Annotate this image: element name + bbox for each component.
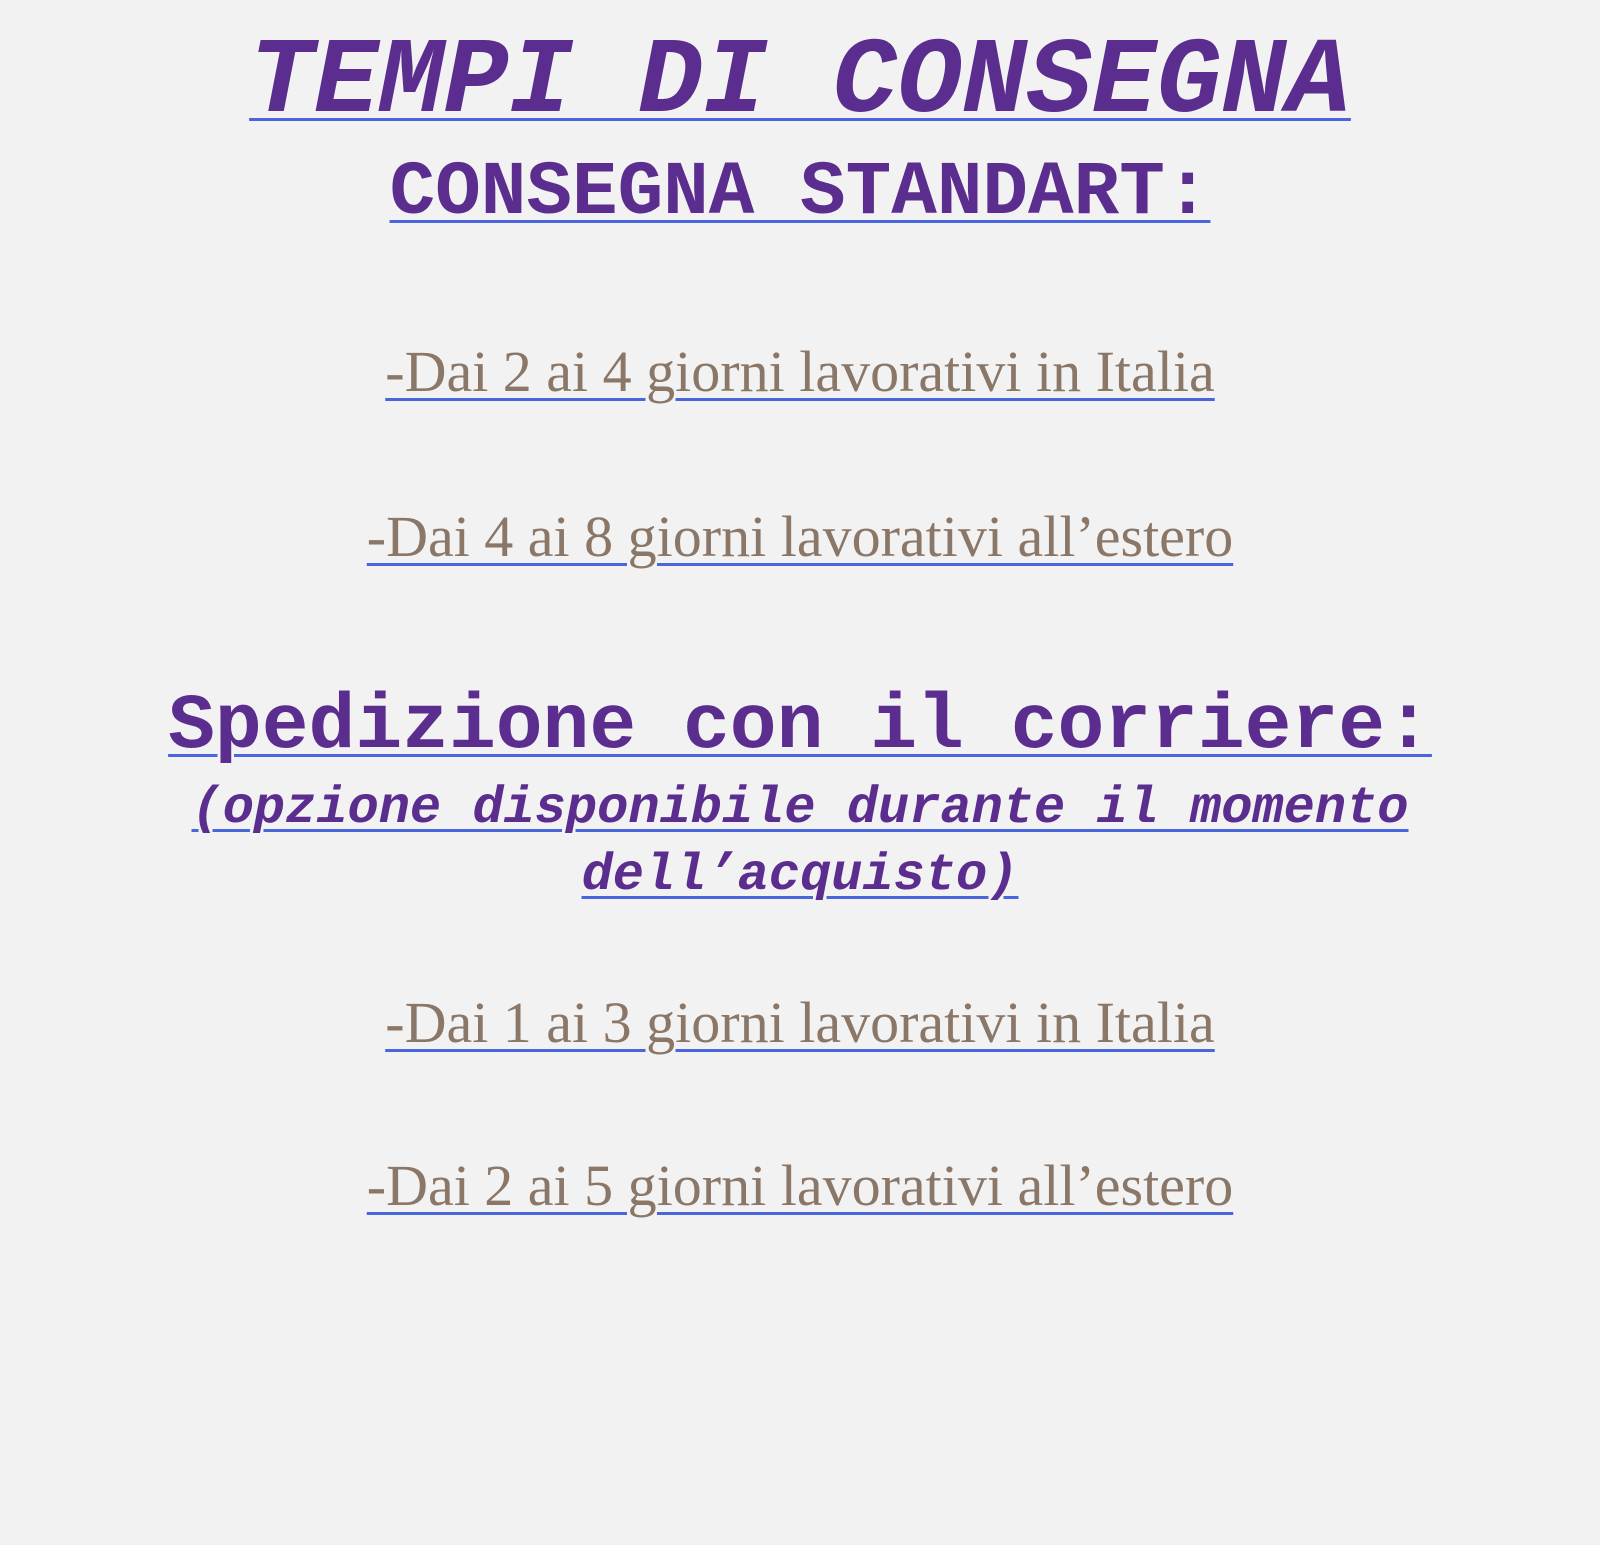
courier-shipping-heading: Spedizione con il corriere: xyxy=(168,683,1432,772)
standard-delivery-italy-text: -Dai 2 ai 4 giorni lavorativi in Italia xyxy=(385,339,1215,405)
courier-delivery-abroad-text: -Dai 2 ai 5 giorni lavorativi all’estero xyxy=(366,1153,1234,1219)
standard-delivery-heading: CONSEGNA STANDART: xyxy=(389,150,1211,237)
standard-delivery-abroad-text: -Dai 4 ai 8 giorni lavorativi all’estero xyxy=(366,504,1234,570)
courier-delivery-italy-text: -Dai 1 ai 3 giorni lavorativi in Italia xyxy=(385,990,1215,1056)
courier-shipping-note: (opzione disponibile durante il momento dell’acquisto) xyxy=(191,779,1409,905)
page-title: TEMPI DI CONSEGNA xyxy=(249,22,1351,144)
